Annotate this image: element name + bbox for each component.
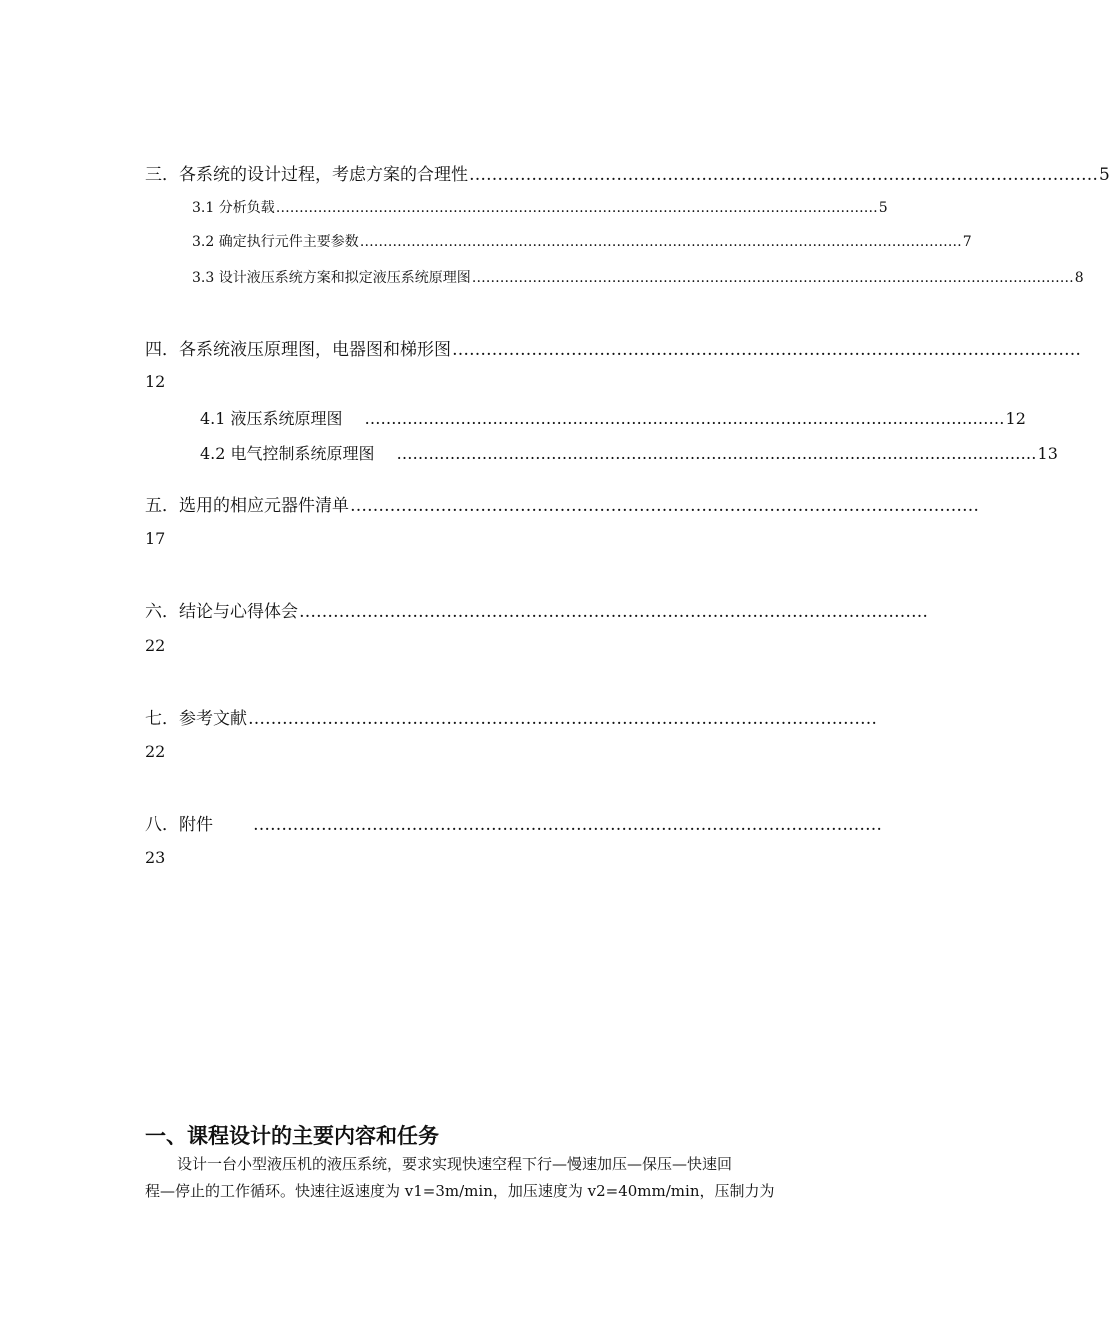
- toc-title: 六．结论与心得体会: [145, 602, 298, 622]
- toc-leader: …………………………………………………………………………………………………………: [396, 444, 1037, 463]
- toc-leader: …………………………………………………………………………………………………: [452, 340, 1081, 360]
- toc-title: 4.2 电气控制系统原理图: [200, 444, 375, 463]
- toc-entry-sec3-2[interactable]: [192, 231, 972, 251]
- toc-title: 五．选用的相应元器件清单: [145, 496, 349, 516]
- toc-page: 12: [1005, 409, 1026, 428]
- toc-leader: …………………………………………………………………………………………………………: [364, 409, 1005, 428]
- toc-title: 3.2 确定执行元件主要参数: [192, 234, 359, 250]
- toc-leader: …………………………………………………………………………………………………………………: [471, 270, 1074, 286]
- toc-page-wrapped: 23: [145, 848, 166, 867]
- toc-page: 7: [962, 234, 972, 250]
- toc-entry-sec8[interactable]: [145, 810, 882, 835]
- toc-entry-sec4-1[interactable]: [200, 406, 1026, 429]
- toc-title: 四．各系统液压原理图，电器图和梯形图: [145, 340, 451, 360]
- toc-leader: …………………………………………………………………………………………………………………: [359, 234, 962, 250]
- toc-leader: …………………………………………………………………………………………………: [248, 709, 877, 729]
- toc-page: 8: [1074, 270, 1084, 286]
- toc-title: 七．参考文献: [145, 709, 247, 729]
- toc-leader: …………………………………………………………………………………………………: [469, 165, 1098, 185]
- toc-entry-sec3-1[interactable]: [192, 197, 888, 217]
- toc-page-wrapped: 22: [145, 636, 166, 655]
- toc-title: 八．附件: [145, 815, 213, 835]
- toc-leader: …………………………………………………………………………………………………………………: [275, 200, 878, 216]
- body-paragraph-line: 程—停止的工作循环。快速往返速度为 v1=3m/min，加压速度为 v2=40mm/min，压制力为: [145, 1182, 775, 1200]
- toc-leader: …………………………………………………………………………………………………: [350, 496, 979, 516]
- toc-leader: …………………………………………………………………………………………………: [253, 815, 882, 835]
- toc-page: 13: [1037, 444, 1058, 463]
- toc-title: 3.3 设计液压系统方案和拟定液压系统原理图: [192, 270, 471, 286]
- toc-page: 5: [1099, 165, 1110, 185]
- toc-page-wrapped: 12: [145, 372, 166, 391]
- toc-entry-sec5[interactable]: [145, 491, 979, 516]
- toc-entry-sec3-3[interactable]: [192, 267, 1084, 287]
- toc-entry-sec6[interactable]: [145, 597, 928, 622]
- toc-entry-sec3[interactable]: [145, 160, 1110, 185]
- body-paragraph-line: 设计一台小型液压机的液压系统，要求实现快速空程下行—慢速加压—保压—快速回: [177, 1155, 733, 1173]
- toc-title: 3.1 分析负载: [192, 200, 275, 216]
- toc-entry-sec4[interactable]: [145, 335, 1081, 360]
- toc-title: 三．各系统的设计过程，考虑方案的合理性: [145, 165, 468, 185]
- section-heading: 一、课程设计的主要内容和任务: [145, 1124, 439, 1148]
- toc-page-wrapped: 22: [145, 742, 166, 761]
- toc-leader: …………………………………………………………………………………………………: [299, 602, 928, 622]
- toc-title: 4.1 液压系统原理图: [200, 409, 343, 428]
- toc-entry-sec4-2[interactable]: [200, 441, 1058, 464]
- toc-entry-sec7[interactable]: [145, 704, 877, 729]
- toc-page: 5: [878, 200, 888, 216]
- toc-page-wrapped: 17: [145, 529, 166, 548]
